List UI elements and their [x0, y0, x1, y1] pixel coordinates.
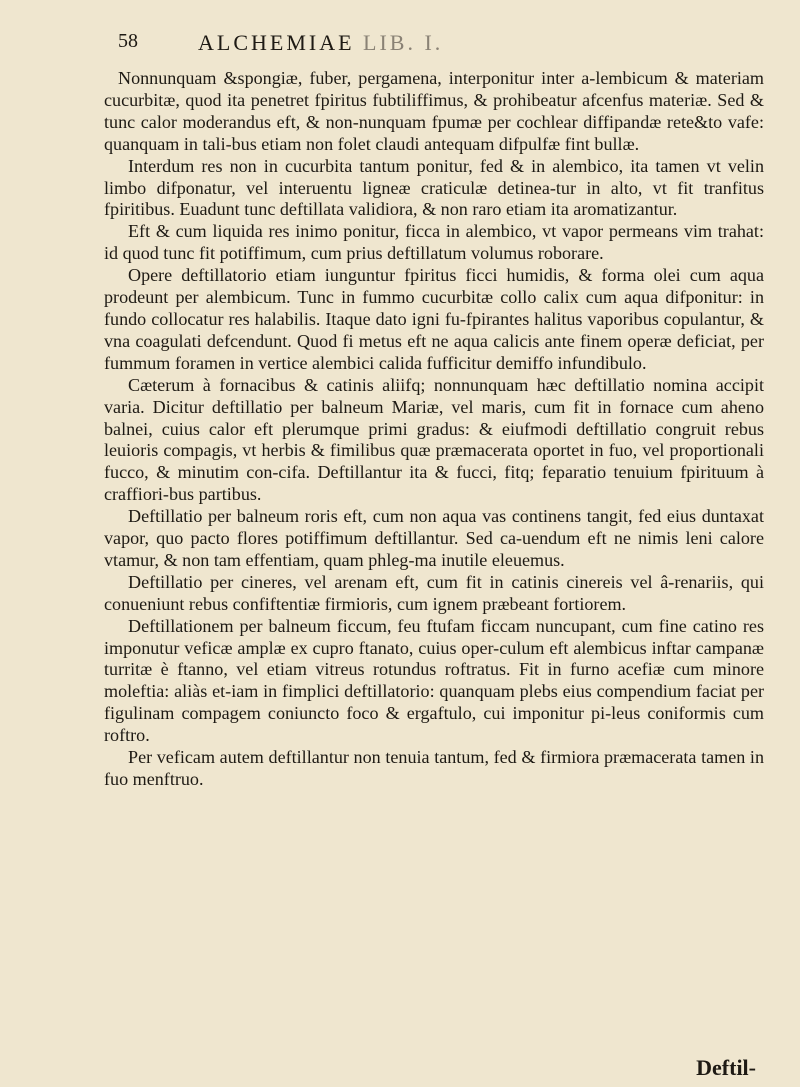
- paragraph: Cæterum à fornacibus & catinis aliifq; nonnunquam hæc deftillatio nomina accipit varia. Dicitur deftillatio per balneum Mariæ, vel maris, cum fit in fornace cum aheno balnei, cuius calor eft plerumque primi gradus: & eiufmodi deftillatio congruit rebus leuioris compagis, vt herbis & fimilibus quæ præmacerata oportet in fuo, vel proportionali fucco, & minutim con-cifa. Deftillantur ita & fucci, fitq; feparatio tenuium fpirituum à craffiori-bus partibus.: [104, 374, 764, 505]
- paragraph: Deftillatio per cineres, vel arenam eft, cum fit in catinis cinereis vel â-renariis, qui conueniunt rebus confiftentiæ firmioris, cum ignem præbeant fortiorem.: [104, 571, 764, 614]
- page-number: 58: [118, 30, 138, 52]
- book-number: LIB. I.: [363, 30, 444, 55]
- paragraph: Deftillationem per balneum ficcum, feu ftufam ficcam nuncupant, cum fine catino res imponutur veficæ amplæ ex cupro ftanato, cuius oper-culum eft alembicus inftar campanæ turritæ è ftanno, vel etiam vitreus rotundus roftratus. Fit in furno acefiæ cum minore moleftia: aliàs et-iam in fimplici deftillatorio: quanquam plebs eius compendium faciat per figulinam compagem coniuncto foco & ergaftulo, cui imponitur pi-leus coniformis cum roftro.: [104, 615, 764, 746]
- paragraph: Deftillatio per balneum roris eft, cum non aqua vas continens tangit, fed eius duntaxat vapor, quo pacto flores potiffimum deftillantur. Sed ca-uendum eft ne nimis leni calore vtamur, & non tam effentiam, quam phleg-ma inutile eleuemus.: [104, 506, 764, 570]
- running-head: [198, 30, 443, 56]
- paragraph: Eft & cum liquida res inimo ponitur, ficca in alembico, vt vapor permeans vim trahat: id quod tunc fit potiffimum, cum prius deftillatum volumus roborare.: [104, 221, 764, 264]
- paragraph: Opere deftillatorio etiam iunguntur fpiritus ficci humidis, & forma olei cum aqua prodeunt per alembicum. Tunc in fummo cucurbitæ collo calix cum aqua difponitur: in fundo collocatur res halabilis. Itaque dato igni fu-fpirantes halitus vaporibus copulantur, & vna coagulati defcendunt. Quod fi metus eft ne aqua calicis ante finem operæ deficiat, per fummum foramen in vertice alembici calida fufficitur demiffo infundibulo.: [104, 265, 764, 373]
- paragraph: Nonnunquam &spongiæ, fuber, pergamena, interponitur inter a-lembicum & materiam cucurbitæ, quod ita penetret fpiritus fubtiliffimus, & prohibeatur afcenfus materiæ. Sed & tunc calor moderandus eft, & non-nunquam fpumæ per cochlear diffipandæ rete&to vafe: quanquam in tali-bus etiam non folet claudi antequam difpulfæ fint bullæ.: [104, 68, 764, 154]
- body-text: [104, 68, 764, 791]
- page-header: [118, 30, 718, 60]
- running-head-title: ALCHEMIAE: [198, 30, 355, 55]
- paragraph: Interdum res non in cucurbita tantum ponitur, fed & in alembico, ita tamen vt velin limbo difponatur, vel interuentu ligneæ craticulæ detinea-tur in alto, vt fit tranfitus fpiritibus. Euadunt tunc deftillata validiora, & non raro etiam ita aromatizantur.: [104, 155, 764, 220]
- paragraph: Per veficam autem deftillantur non tenuia tantum, fed & firmiora præmacerata tamen in fuo menftruo.: [104, 747, 764, 789]
- catchword: Deftil-: [696, 1055, 756, 1080]
